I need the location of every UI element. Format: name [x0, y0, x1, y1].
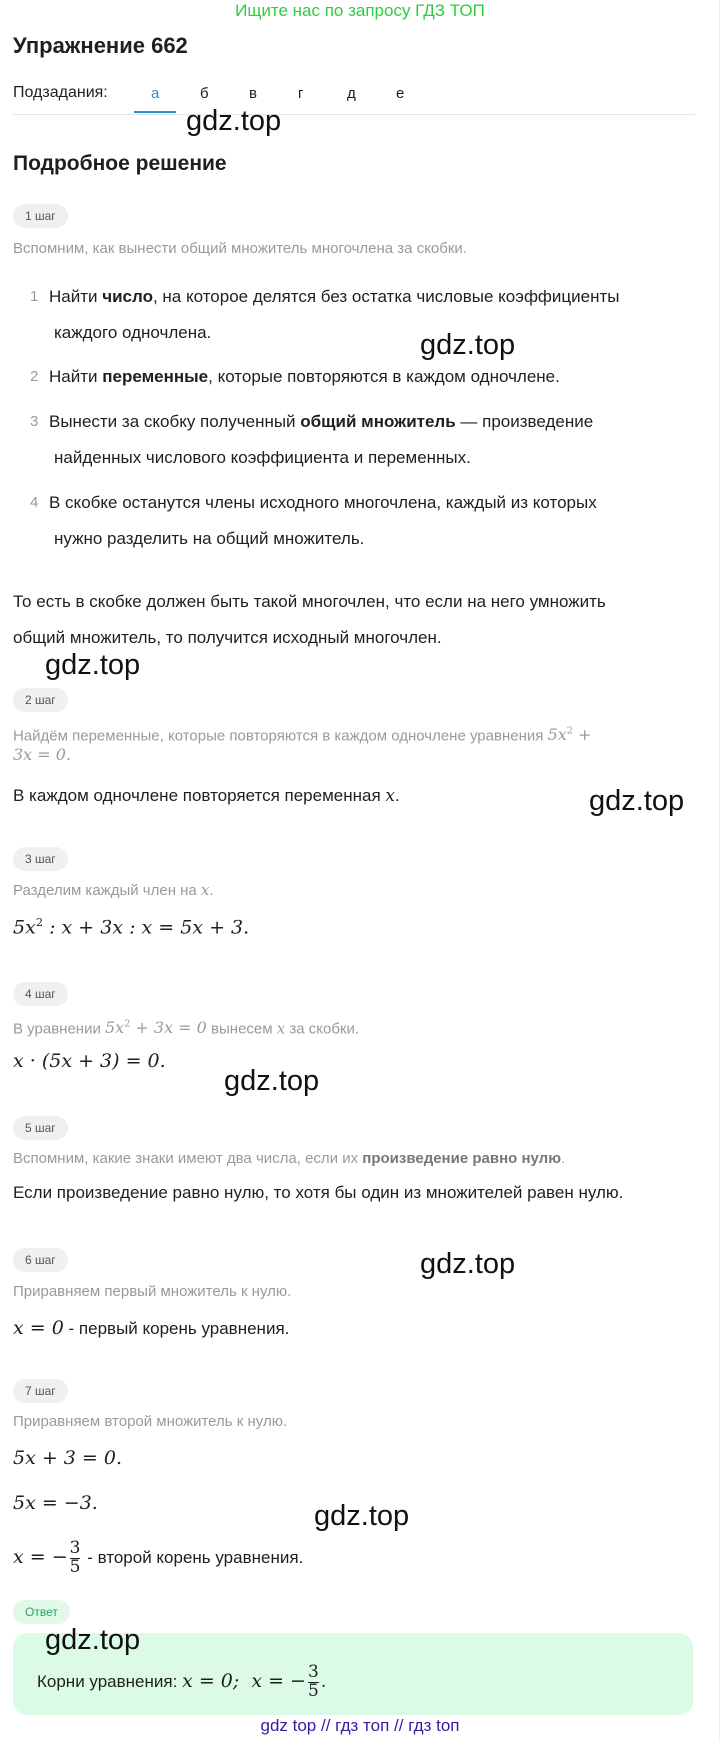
step-text	[13, 1529, 303, 1585]
list-text: Вынести за скобку полученный	[49, 412, 301, 431]
variable-x: x	[200, 881, 210, 899]
watermark: gdz.top	[45, 1624, 141, 1656]
paragraph-line: общий множитель, то получится исходный многочлен.	[13, 628, 442, 647]
list-item	[13, 485, 693, 565]
step-hint: за скобки.	[289, 1020, 360, 1038]
variable-x: x	[276, 1019, 286, 1038]
step-hint-line	[13, 1014, 359, 1040]
step-badge: 4 шаг	[13, 982, 68, 1006]
list-bold: общий множитель	[300, 412, 456, 431]
step-badge: 1 шаг	[13, 204, 68, 228]
step-hint: Вспомним, какие знаки имеют два числа, если их	[13, 1150, 363, 1167]
answer-label: Корни уравнения:	[37, 1672, 178, 1691]
step-hint: Найдём переменные, которые повторяются в каждом одночлене уравнения	[13, 727, 544, 745]
answer-text: Корни уравнения: x = 0; x = − $\frac{3}{5}$ .	[37, 1662, 327, 1702]
watermark: gdz.top	[45, 649, 141, 681]
step-hint-bold: произведение равно нулю	[362, 1150, 562, 1167]
watermark: gdz.top	[186, 105, 282, 137]
answer-badge: Ответ	[13, 1600, 70, 1624]
subtasks-label: Подзадания:	[13, 84, 108, 101]
list-text-cont: найденных числового коэффициента и переменных.	[54, 448, 471, 467]
watermark: gdz.top	[420, 329, 516, 361]
step-text	[13, 1310, 289, 1347]
list-text: В скобке останутся члены исходного многочлена, каждый из которых	[49, 493, 597, 512]
active-tab-indicator	[134, 111, 176, 113]
list-bold: число	[102, 287, 153, 306]
step-text: В каждом одночлене повторяется переменная x.	[13, 786, 400, 806]
tab-a[interactable]: а	[151, 85, 160, 102]
list-text: — произведение	[455, 412, 594, 431]
step-hint: В уравнении	[13, 1020, 101, 1038]
fraction: $\frac{3}{5}$	[69, 1538, 81, 1578]
solution-heading: Подробное решение	[13, 152, 227, 175]
step-hint: Приравняем второй множитель к нулю.	[13, 1413, 288, 1430]
list-number: 1	[30, 288, 39, 305]
list-number: 2	[30, 368, 39, 385]
list-text: , которые повторяются в каждом одночлене.	[208, 367, 560, 386]
step-text-label: В каждом одночлене повторяется переменная	[13, 786, 381, 805]
search-banner[interactable]: Ищите нас по запросу ГДЗ ТОП	[235, 1, 485, 20]
watermark: gdz.top	[314, 1500, 410, 1532]
equation: $5x^2$ : x + 3x : x = 5x + 3.	[13, 915, 250, 939]
subtasks-row	[13, 84, 693, 108]
list-text-cont: каждого одночлена.	[54, 323, 212, 342]
tab-e[interactable]: е	[396, 85, 405, 102]
tab-d[interactable]: д	[347, 85, 356, 102]
tab-g[interactable]: г	[298, 85, 304, 102]
list-text: Найти	[49, 367, 103, 386]
step-badge: 5 шаг	[13, 1116, 68, 1140]
page-title: Упражнение 662	[13, 33, 188, 58]
list-item	[13, 404, 693, 485]
step-badge: 2 шаг	[13, 688, 68, 712]
footer-separator: //	[320, 1716, 331, 1735]
list-number: 4	[30, 494, 39, 511]
tab-v[interactable]: в	[249, 85, 257, 102]
tabs-divider	[13, 114, 695, 115]
step-hint: .	[561, 1150, 566, 1167]
step-text: Если произведение равно нулю, то хотя бы один из множителей равен нулю.	[13, 1183, 624, 1202]
tab-b[interactable]: б	[200, 85, 209, 102]
step-hint: вынесем	[211, 1020, 273, 1038]
watermark: gdz.top	[589, 785, 685, 817]
step-hint-line	[13, 721, 591, 747]
equation: $5x^2 + 3x = 0$	[105, 1018, 207, 1038]
step-badge: 7 шаг	[13, 1379, 68, 1403]
watermark: gdz.top	[420, 1248, 516, 1280]
equation: 5x + 3 = 0.	[13, 1447, 123, 1469]
footer-link[interactable]: gdz top	[260, 1716, 317, 1735]
list-item	[13, 279, 693, 359]
step-badge: 3 шаг	[13, 847, 68, 871]
footer-links	[0, 1716, 720, 1736]
rules-list	[13, 279, 693, 565]
paragraph-line: То есть в скобке должен быть такой многочлен, что если на него умножить	[13, 592, 606, 611]
variable-x: x	[385, 786, 395, 806]
equation: $5x^2$ +	[547, 725, 592, 745]
list-text-cont: нужно разделить на общий множитель.	[54, 529, 365, 548]
step-hint: Приравняем первый множитель к нулю.	[13, 1283, 292, 1300]
watermark: gdz.top	[224, 1065, 320, 1097]
list-item	[13, 359, 693, 404]
list-text: , на которое делятся без остатка числовые коэффициенты	[152, 287, 620, 306]
step-badge: 6 шаг	[13, 1248, 68, 1272]
step-hint: Вспомним, как вынести общий множитель многочлена за скобки.	[13, 240, 467, 257]
step-text-label: - первый корень уравнения.	[63, 1319, 290, 1338]
fraction: $\frac{3}{5}$	[307, 1662, 319, 1702]
footer-separator: //	[394, 1716, 404, 1735]
step-text-label: - второй корень уравнения.	[82, 1548, 304, 1567]
list-text: Найти	[49, 287, 103, 306]
step-hint: Разделим каждый член на	[13, 882, 197, 899]
equation: 5x = −3.	[13, 1492, 98, 1514]
equation: 3x = 0.	[13, 745, 72, 764]
list-bold: переменные	[102, 367, 209, 386]
step-hint-line: Разделим каждый член на x.	[13, 881, 214, 899]
step-hint-line	[13, 1148, 565, 1170]
equation: x = 0	[13, 1317, 64, 1339]
list-number: 3	[30, 413, 39, 430]
footer-link[interactable]: гдз toп	[408, 1716, 460, 1735]
footer-link[interactable]: гдз топ	[335, 1716, 390, 1735]
equation: x · (5x + 3) = 0.	[13, 1050, 166, 1072]
equation: x = 0; x = −	[182, 1670, 306, 1692]
equation: x = −	[13, 1546, 68, 1568]
